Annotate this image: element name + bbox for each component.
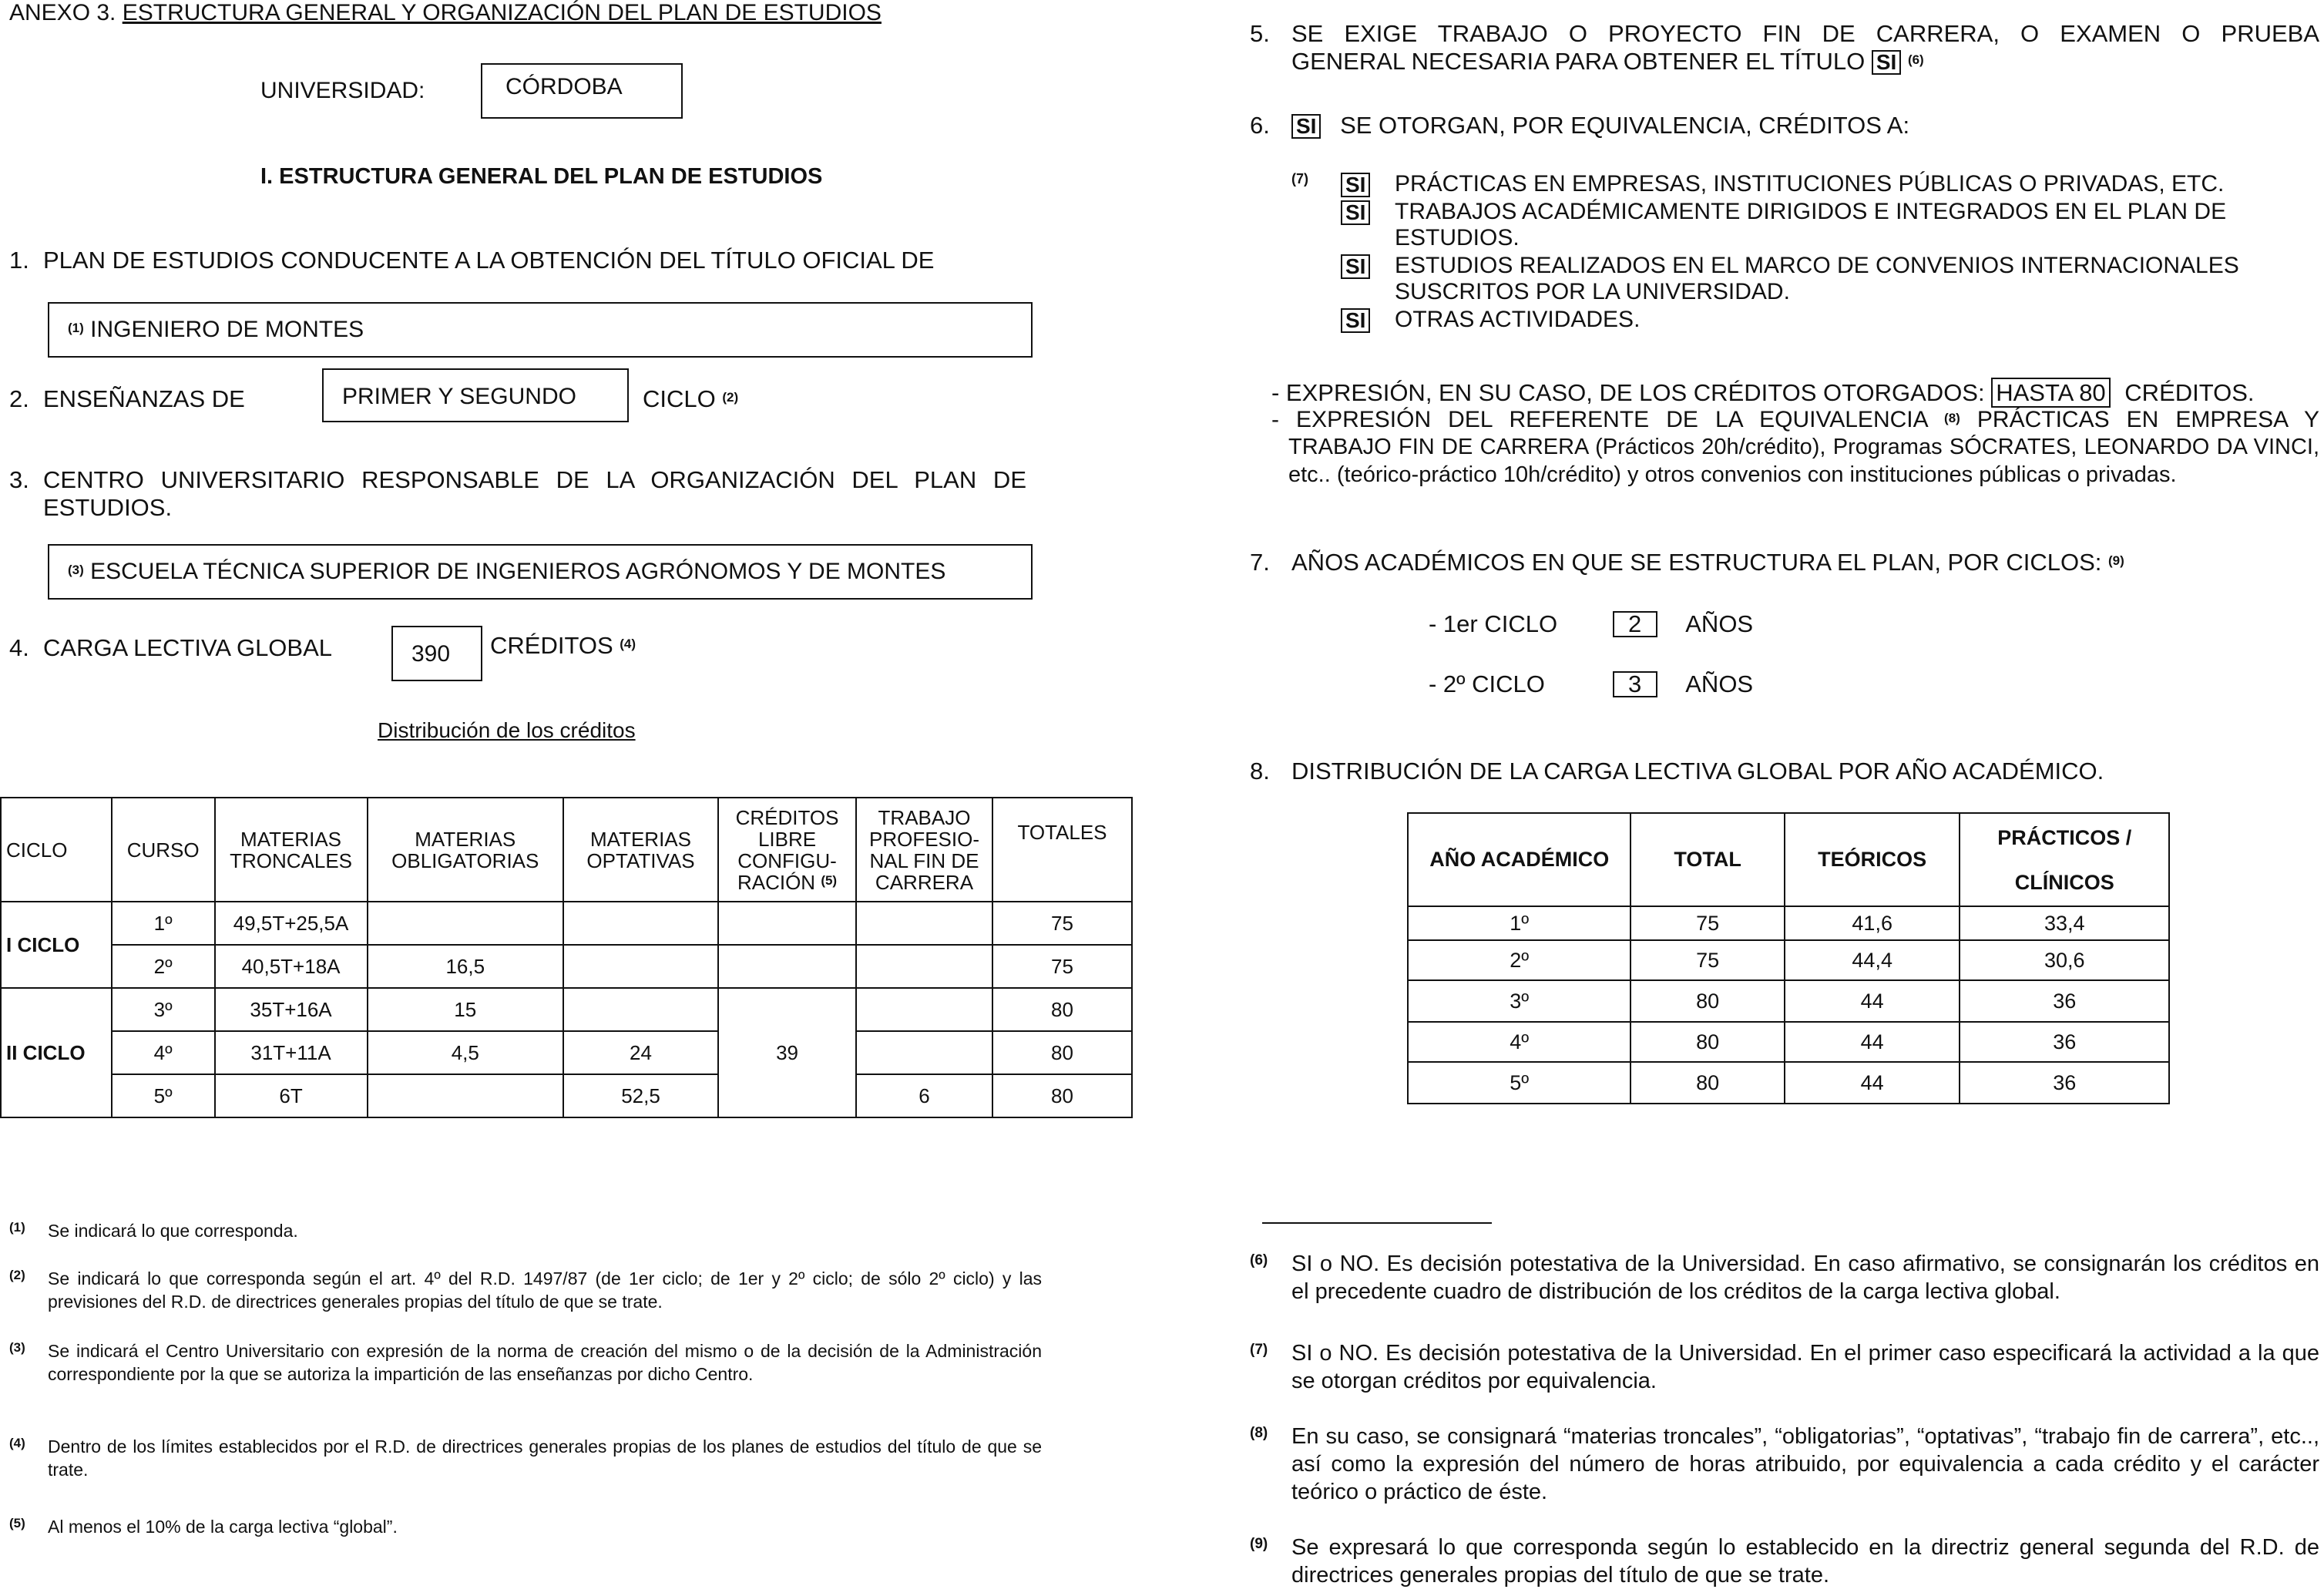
troncales-cell: 6T [215,1074,368,1117]
totales-cell: 80 [992,988,1132,1031]
obligatorias-cell: 4,5 [368,1031,563,1074]
cycle-label [643,385,738,413]
obligatorias-cell: 16,5 [368,945,563,988]
cycle-label: - 2º CICLO [1429,670,1545,697]
footnote-3 [9,1339,1042,1386]
years-value: 2 [1613,611,1657,637]
practice-cell: 36 [1960,1022,2169,1062]
title-box [48,302,1033,358]
credits-word: CRÉDITOS. [2124,379,2255,406]
table-row [1408,980,2169,1022]
footnote-mark: (3) [9,1340,25,1355]
total-cell: 80 [1630,1022,1784,1062]
curso-cell: 3º [112,988,215,1031]
right-column [1250,0,2319,1596]
footnote-mark: (1) [9,1220,25,1235]
totales-cell: 80 [992,1074,1132,1117]
academic-year-table [1407,812,2170,1104]
curso-cell: 5º [112,1074,215,1117]
center-box [48,544,1033,600]
practice-cell: 30,6 [1960,940,2169,980]
total-cell: 80 [1630,1062,1784,1104]
table-header-row [1408,813,2169,906]
footnote-mark: (2) [9,1268,25,1282]
footnote-mark: (4) [9,1436,25,1450]
credits-box [391,626,482,681]
footnote-8 [1250,1423,2319,1506]
troncales-cell: 35T+16A [215,988,368,1031]
item-5-text: GENERAL NECESARIA PARA OBTENER EL TÍTULO [1291,48,1866,75]
optativas-cell: 52,5 [563,1074,718,1117]
trabajo-cell: 6 [856,1074,992,1117]
title-value: INGENIERO DE MONTES [90,317,364,342]
footnote-mark: (3) [68,563,84,577]
cycle-cell: I CICLO [1,902,112,988]
curso-cell: 2º [112,945,215,988]
footnote-mark: (1) [68,321,84,335]
trabajo-cell [856,902,992,945]
header-libre-configuracion: CRÉDITOS LIBRE CONFIGU- RACIÓN $^{(5)}$ [718,798,856,902]
item-1-text: PLAN DE ESTUDIOS CONDUCENTE A LA OBTENCIÓN DEL TÍTULO OFICIAL DE [43,247,935,274]
yes-checkbox: SI [1341,308,1370,333]
table-row [1,1031,1132,1074]
annex-heading [9,0,882,26]
header-year: AÑO ACADÉMICO [1408,813,1630,906]
yes-checkbox: SI [1341,173,1370,197]
granted-credits-value: HASTA 80 [1991,378,2110,408]
option-text: PRÁCTICAS EN EMPRESAS, INSTITUCIONES PÚBLICAS O PRIVADAS, ETC. [1395,171,2225,197]
footnote-mark: (7) [1291,171,1308,186]
teaching-cycle-value: PRIMER Y SEGUNDO [342,384,576,409]
footnote-mark: (7) [1250,1342,1268,1358]
footnote-4 [9,1435,1042,1481]
header-optativas: MATERIAS OPTATIVAS [563,798,718,902]
year-cell: 1º [1408,906,1630,940]
item-8-text: DISTRIBUCIÓN DE LA CARGA LECTIVA GLOBAL POR AÑO ACADÉMICO. [1291,758,2104,785]
obligatorias-cell [368,1074,563,1117]
left-column [6,0,1107,1596]
footnote-text: Se indicará el Centro Universitario con expresión de la norma de creación del mismo o de la decisión de la Administración correspondiente por la que se autoriza la impartición de las enseñanzas por dicho Centro. [48,1341,1042,1384]
footnote-text: Se indicará lo que corresponda. [48,1221,298,1241]
cycle-years-1 [1429,610,1753,638]
table-row [1408,940,2169,980]
optativas-cell [563,988,718,1031]
theory-cell: 44 [1785,980,1960,1022]
item-5-number: 5. [1250,20,1270,47]
footnote-text: SI o NO. Es decisión potestativa de la Universidad. En caso afirmativo, se consignarán los créditos en el precedente cuadro de distribución de los créditos de la carga lectiva global. [1291,1252,2319,1304]
reference-label: - EXPRESIÓN DEL REFERENTE DE LA EQUIVALENCIA [1271,407,1927,432]
year-cell: 2º [1408,940,1630,980]
option-text: SUSCRITOS POR LA UNIVERSIDAD. [1395,279,1790,304]
totales-cell: 75 [992,902,1132,945]
footnote-9 [1250,1534,2319,1589]
footnote-mark: (9) [1250,1536,1268,1552]
trabajo-cell [856,988,992,1031]
obligatorias-cell: 15 [368,988,563,1031]
cycle-label: - 1er CICLO [1429,610,1558,637]
footnote-text: Dentro de los límites establecidos por el R.D. de directrices generales propias de los planes de estudios del título de que se trate. [48,1436,1042,1480]
curso-cell: 1º [112,902,215,945]
troncales-cell: 40,5T+18A [215,945,368,988]
footnote-mark: (6) [1250,1252,1268,1268]
theory-cell: 44 [1785,1022,1960,1062]
year-cell: 5º [1408,1062,1630,1104]
annex-prefix: ANEXO 3. [9,0,123,25]
troncales-cell: 31T+11A [215,1031,368,1074]
optativas-cell: 24 [563,1031,718,1074]
credits-granted-expression [1271,379,2255,407]
header-trabajo-fin-carrera: TRABAJO PROFESIO- NAL FIN DE CARRERA [856,798,992,902]
item-3-number: 3. [9,466,29,493]
theory-cell: 44 [1785,1062,1960,1104]
university-value: CÓRDOBA [505,74,623,99]
cycle-cell: II CICLO [1,988,112,1117]
item-4 [9,634,332,662]
obligatorias-cell [368,902,563,945]
optativas-cell [563,945,718,988]
footnote-text: En su caso, se consignará “materias troncales”, “obligatorias”, “optativas”, “trabajo fin de carrera”, etc.., así como la expresión del número de horas atribuido, por equivalencia a cada crédito y el carácter teórico o práctico de éste. [1291,1424,2319,1504]
header-total: TOTAL [1630,813,1784,906]
item-7 [1250,549,2124,576]
header-theory: TEÓRICOS [1785,813,1960,906]
footnote-5 [9,1515,1042,1538]
years-value: 3 [1613,671,1657,697]
reference-line-1 [1271,407,2319,433]
option-item [1341,171,2319,197]
table-row [1408,1022,2169,1062]
footnote-6 [1250,1250,2319,1305]
reference-value: TRABAJO FIN DE CARRERA (Prácticos 20h/crédito), Programas SÓCRATES, LEONARDO DA VINCI, etc.. (teórico-práctico 10h/crédito) y otros convenios con instituciones públicas o privadas. [1288,435,2319,487]
item-6 [1250,112,1909,139]
teaching-cycle-box [322,368,629,422]
table-row [1408,906,2169,940]
table-row [1,1074,1132,1117]
university-value-box [481,63,683,119]
item-2-number: 2. [9,385,29,412]
practice-cell: 33,4 [1960,906,2169,940]
item-1 [9,247,934,274]
footnote-mark: (2) [722,390,739,405]
item-6-number: 6. [1250,112,1270,139]
footnote-7 [1250,1339,2319,1395]
practice-cell: 36 [1960,1062,2169,1104]
section-title: I. ESTRUCTURA GENERAL DEL PLAN DE ESTUDIOS [260,164,823,189]
credit-distribution-table [0,797,1133,1118]
table-row [1,988,1132,1031]
center-value: ESCUELA TÉCNICA SUPERIOR DE INGENIEROS AGRÓNOMOS Y DE MONTES [90,559,946,584]
option-item [1341,253,2319,305]
table-header-row [1,798,1132,902]
annex-title: ESTRUCTURA GENERAL Y ORGANIZACIÓN DEL PLAN DE ESTUDIOS [122,0,882,25]
credits-value: 390 [411,641,451,667]
item-4-number: 4. [9,634,29,661]
footnote-text: SI o NO. Es decisión potestativa de la Universidad. En el primer caso especificará la actividad a la que se otorgan créditos por equivalencia. [1291,1341,2319,1393]
practice-cell: 36 [1960,980,2169,1022]
footnote-mark: (5) [821,872,838,888]
curso-cell: 4º [112,1031,215,1074]
yes-checkbox: SI [1341,254,1370,279]
item-2 [9,385,245,413]
item-8-number: 8. [1250,758,1270,785]
item-1-number: 1. [9,247,29,274]
libre-cell [718,902,856,945]
footnote-mark: (8) [1944,411,1960,425]
table-row [1408,1062,2169,1104]
equivalence-reference [1271,407,2319,489]
total-cell: 80 [1630,980,1784,1022]
footnote-mark: (9) [2108,553,2124,568]
item-5-line-1: SE EXIGE TRABAJO O PROYECTO FIN DE CARRERA, O EXAMEN O PRUEBA [1291,20,2319,47]
header-practice: PRÁCTICOS / CLÍNICOS [1960,813,2169,906]
footnote-mark: (6) [1907,52,1924,67]
libre-cell [718,945,856,988]
total-cell: 75 [1630,906,1784,940]
header-curso: CURSO [112,798,215,902]
distribution-title: Distribución de los créditos [378,718,636,742]
table-row [1,902,1132,945]
year-cell: 4º [1408,1022,1630,1062]
option-text: OTRAS ACTIVIDADES. [1395,307,1641,332]
yes-checkbox: SI [1291,114,1321,139]
year-cell: 3º [1408,980,1630,1022]
credits-label [490,632,636,660]
libre-cell: 39 [718,988,856,1117]
university-label: UNIVERSIDAD: [260,78,425,103]
footnote-mark: (8) [1250,1425,1268,1441]
item-4-label: CARGA LECTIVA GLOBAL [43,634,333,661]
equivalence-options [1341,171,2319,333]
footnote-separator [1262,1222,1492,1224]
yes-checkbox: SI [1872,50,1901,75]
footnote-mark: (4) [620,637,636,651]
option-text: TRABAJOS ACADÉMICAMENTE DIRIGIDOS E INTEGRADOS EN EL PLAN DE [1395,199,2227,224]
item-5 [1250,20,2319,76]
credits-word: CRÉDITOS [490,632,613,659]
trabajo-cell [856,945,992,988]
header-ciclo: CICLO [1,798,112,902]
troncales-cell: 49,5T+25,5A [215,902,368,945]
footnote-text: Al menos el 10% de la carga lectiva “global”. [48,1517,398,1537]
option-item [1341,199,2319,251]
optativas-cell [563,902,718,945]
header-obligatorias: MATERIAS OBLIGATORIAS [368,798,563,902]
totales-cell: 75 [992,945,1132,988]
footnote-text: Se expresará lo que corresponda según lo establecido en la directriz general segunda del R.D. de directrices generales propias del título de que se trate. [1291,1535,2319,1588]
cycle-years-2 [1429,670,1753,698]
option-text: ESTUDIOS REALIZADOS EN EL MARCO DE CONVENIOS INTERNACIONALES [1395,253,2239,278]
option-item [1341,307,2319,333]
reference-value-start: PRÁCTICAS EN EMPRESA Y [1976,407,2320,432]
item-7-text: AÑOS ACADÉMICOS EN QUE SE ESTRUCTURA EL PLAN, POR CICLOS: [1291,549,2102,576]
item-3-text: CENTRO UNIVERSITARIO RESPONSABLE DE LA ORGANIZACIÓN DEL PLAN DE ESTUDIOS. [43,466,1026,521]
item-6-text: SE OTORGAN, POR EQUIVALENCIA, CRÉDITOS A: [1340,112,1910,139]
theory-cell: 41,6 [1785,906,1960,940]
header-totales: TOTALES [992,798,1132,902]
item-2-label: ENSEÑANZAS DE [43,385,245,412]
expression-label: - EXPRESIÓN, EN SU CASO, DE LOS CRÉDITOS OTORGADOS: [1271,379,1985,406]
trabajo-cell [856,1031,992,1074]
theory-cell: 44,4 [1785,940,1960,980]
totales-cell: 80 [992,1031,1132,1074]
years-unit: AÑOS [1685,670,1754,697]
footnote-mark: (5) [9,1516,25,1530]
footnote-2 [9,1267,1042,1313]
cycle-word: CICLO [643,385,716,412]
item-8 [1250,758,2104,785]
total-cell: 75 [1630,940,1784,980]
footnote-text: Se indicará lo que corresponda según el art. 4º del R.D. 1497/87 (de 1er ciclo; de 1er y 2º ciclo; de sólo 2º ciclo) y las previsiones del R.D. de directrices generales propias del título de que se trate. [48,1268,1042,1312]
years-unit: AÑOS [1685,610,1754,637]
item-7-number: 7. [1250,549,1270,576]
header-troncales: MATERIAS TRONCALES [215,798,368,902]
option-text: ESTUDIOS. [1395,225,1520,250]
yes-checkbox: SI [1341,200,1370,225]
footnote-1 [9,1219,1042,1242]
table-row [1,945,1132,988]
item-3 [9,466,1026,522]
item-5-line-2 [1250,48,2319,76]
